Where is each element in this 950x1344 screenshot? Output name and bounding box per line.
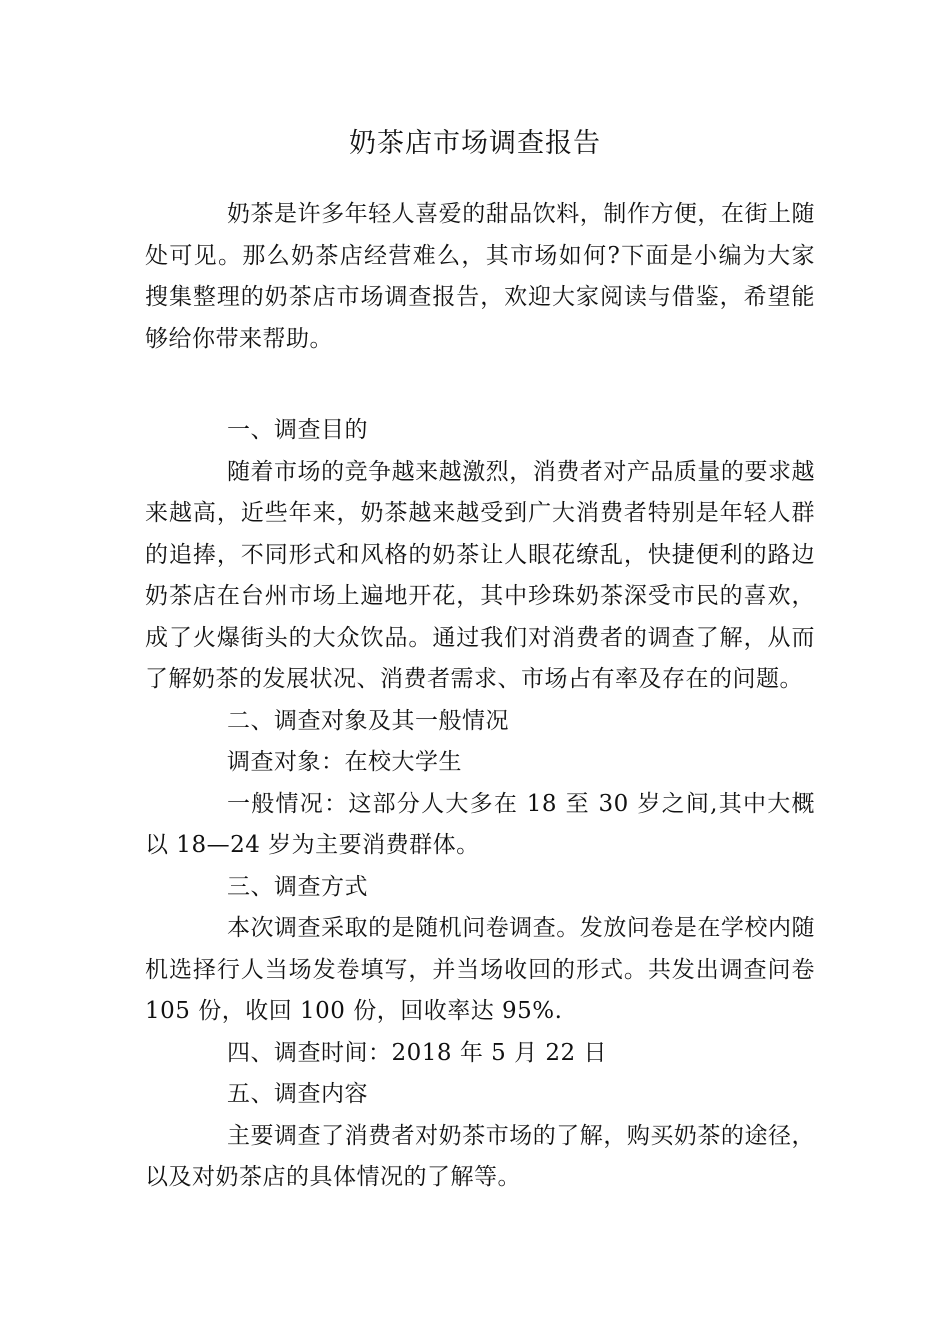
paragraph-method: 本次调查采取的是随机问卷调查。发放问卷是在学校内随机选择行人当场发卷填写，并当场收回的形式。共发出调查问卷 105 份，收回 100 份，回收率达 95%.	[145, 915, 815, 1024]
paragraph-purpose: 随着市场的竞争越来越激烈，消费者对产品质量的要求越来越高，近些年来，奶茶越来越受到广大消费者特别是年轻人群的追捧，不同形式和风格的奶茶让人眼花缭乱，快捷便利的路边奶茶店在台州市场上遍地开花，其中珍珠奶茶深受市民的喜欢，成了火爆街头的大众饮品。通过我们对消费者的调查了解，从而了解奶茶的发展状况、消费者需求、市场占有率及存在的问题。	[145, 458, 815, 692]
document-title: 奶茶店市场调查报告	[349, 128, 601, 159]
section-heading-method: 三、调查方式	[227, 873, 368, 900]
section-heading-time: 四、调查时间：2018 年 5 月 22 日	[227, 1039, 607, 1066]
paragraph-subjects: 调查对象：在校大学生	[227, 749, 462, 775]
paragraph-general-info: 一般情况：这部分人大多在 18 至 30 岁之间,其中大概以 18—24 岁为主要消费群体。	[145, 790, 815, 858]
paragraph-content: 主要调查了消费者对奶茶市场的了解，购买奶茶的途径，以及对奶茶店的具体情况的了解等。	[145, 1122, 815, 1190]
section-heading-content: 五、调查内容	[227, 1081, 368, 1107]
section-heading-purpose: 一、调查目的	[227, 417, 368, 443]
section-heading-subjects: 二、调查对象及其一般情况	[227, 707, 509, 734]
intro-paragraph: 奶茶是许多年轻人喜爱的甜品饮料，制作方便，在街上随处可见。那么奶茶店经营难么，其市场如何?下面是小编为大家搜集整理的奶茶店市场调查报告，欢迎大家阅读与借鉴，希望能够给你带来帮助。	[145, 201, 815, 352]
report-sections	[145, 410, 815, 1199]
